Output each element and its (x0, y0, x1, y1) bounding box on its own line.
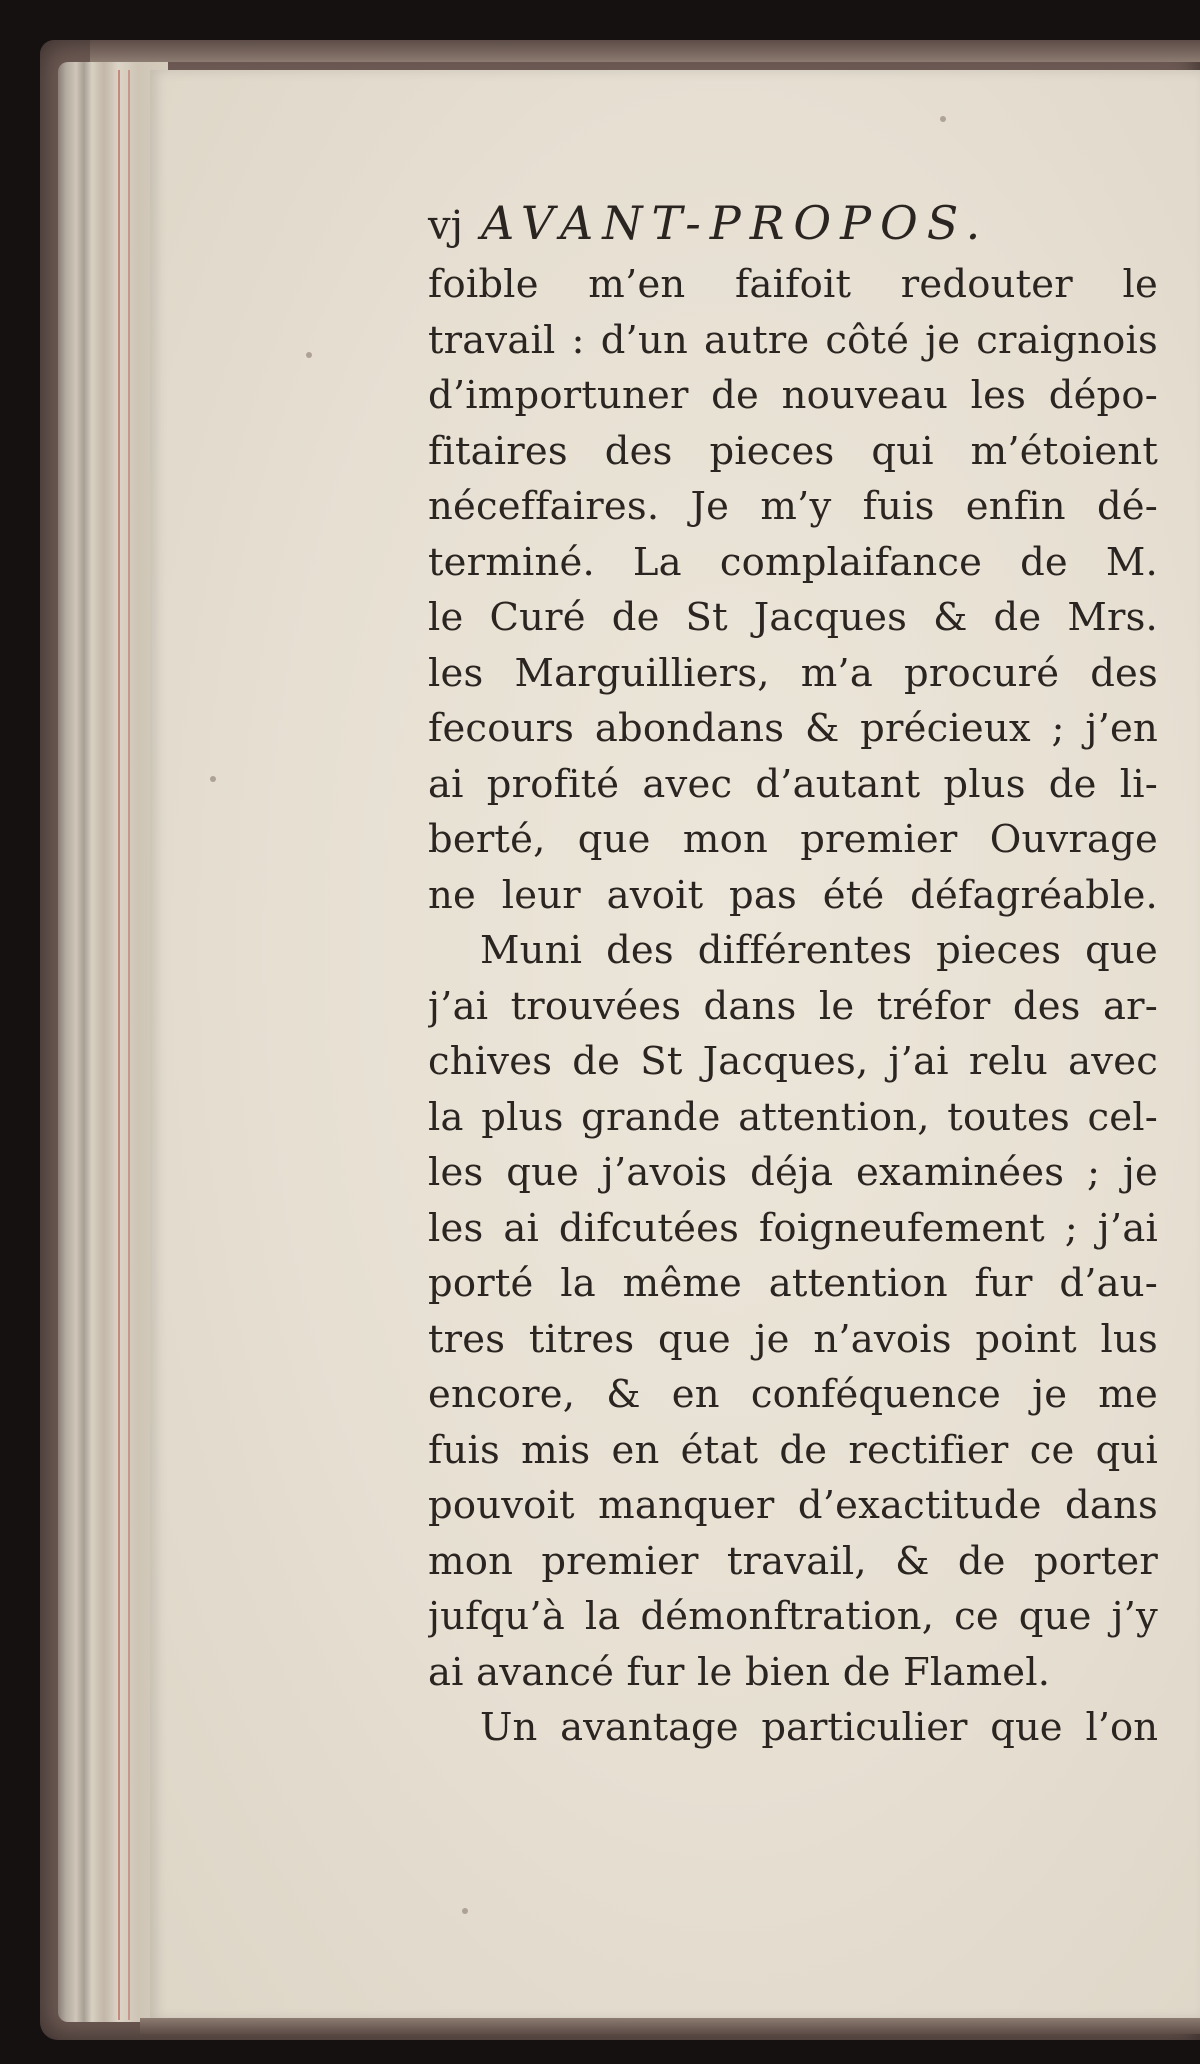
paper-speck (306, 352, 312, 358)
text-line: berté, que mon premier Ouvrage (428, 817, 1158, 862)
text-line: terminé. La complaifance de M. (428, 539, 1158, 585)
text-line: fitaires des pieces qui m’étoient (428, 428, 1158, 474)
text-line: foible m’en faifoit redouter le (428, 262, 1158, 307)
text-line: chives de St Jacques, j’ai relu avec (428, 1039, 1158, 1084)
red-page-edge-line (118, 70, 120, 2020)
text-line: le Curé de St Jacques & de Mrs. (428, 595, 1158, 640)
text-line: encore, & en conféquence je me (428, 1372, 1158, 1417)
text-line: pouvoit manquer d’exactitude dans (428, 1483, 1158, 1528)
text-line: ai avancé fur le bien de Flamel. (428, 1649, 1051, 1695)
text-line: les ai difcutées foigneufement ; j’ai (428, 1205, 1158, 1251)
page-number: vj (428, 203, 463, 249)
text-line: les Marguilliers, m’a procuré des (428, 650, 1158, 696)
text-line: ai profité avec d’autant plus de li- (428, 761, 1158, 807)
text-line: mon premier travail, & de porter (428, 1538, 1158, 1584)
text-line: la plus grande attention, toutes cel- (428, 1094, 1158, 1140)
running-title: AVANT-PROPOS. (481, 196, 990, 250)
paper-speck (210, 776, 216, 782)
paper-speck (462, 1908, 468, 1914)
text-line: Muni des différentes pieces que (480, 928, 1158, 973)
text-line: porté la même attention fur d’au- (428, 1261, 1158, 1306)
text-line: d’importuner de nouveau les dépo- (428, 373, 1158, 418)
page-text (428, 192, 1158, 1756)
text-line: jufqu’à la démonftration, ce que j’y (428, 1594, 1158, 1639)
text-line: tres titres que je n’avois point lus (428, 1316, 1158, 1362)
text-line: travail : d’un autre côté je craignois (428, 317, 1158, 363)
bottom-binding-edge (140, 2018, 1200, 2034)
text-line: j’ai trouvées dans le tréfor des ar- (428, 983, 1158, 1029)
text-line: Un avantage particulier que l’on (480, 1705, 1158, 1750)
paper-speck (940, 116, 946, 122)
text-line: fuis mis en état de rectifier ce qui (428, 1427, 1158, 1473)
page-header (428, 192, 1158, 257)
text-line: fecours abondans & précieux ; j’en (428, 706, 1158, 751)
top-binding-edge (90, 40, 1200, 62)
red-page-edge-line (128, 70, 130, 2020)
text-line: ne leur avoit pas été défagréable. (428, 872, 1158, 918)
text-line: néceffaires. Je m’y fuis enfin dé- (428, 484, 1158, 529)
text-line: les que j’avois déja examinées ; je (428, 1150, 1158, 1195)
